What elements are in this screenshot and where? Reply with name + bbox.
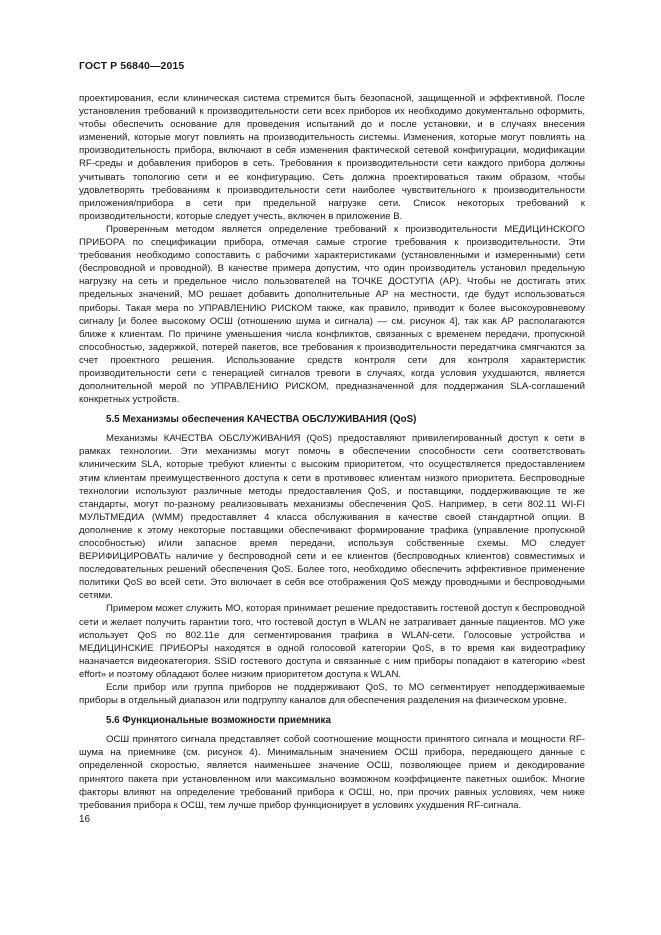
paragraph: проектирования, если клиническая система стремится быть безопасной, защищенной и эффективной. После установления требований к производительности сети всех приборов их необходимо документально оформить, чтобы обеспечить основание для проведения испытаний до и после установки, и в случаях внесения изменений, которые могут повлиять на производительность системы. Изменения, которые могут повлиять на производительность прибора, включают в себя изменения фактической сетевой конфигурации, модификации RF-среды и добавления приборов в сеть. Требования к производительности сети каждого прибора должны учитывать топологию сети и ее конфигурацию. Сеть должна проектироваться таким образом, чтобы удовлетворять требованиям к производительности сети наиболее чувствительного к производительности приложения/прибора в сети при предельной нагрузке сети. Список некоторых требований к производительности, которые следует учесть, включен в приложение В. [79,93,585,222]
paragraph: Если прибор или группа приборов не поддерживают QoS, то МО сегментирует неподдерживаемые приборы в отдельный диапазон или подгруппу каналов для обеспечения разделения на физическом уровне. [79,682,585,707]
paragraph: Проверенным методом является определение требований к производительности МЕДИЦИНСКОГО ПРИБОРА по спецификации прибора, отмечая самые строгие требования к производительности. Эти требования необходимо сопоставить с рабочими характеристиками (установленными и измеренными) сети (беспроводной и проводной). В качестве примера допустим, что один производитель установил предельную нагрузку на сеть и предельное число пользователей на ТОЧКЕ ДОСТУПА (АР). Чтобы не достигать этих предельных значений, МО решает добавить дополнительные АР на местности, где будут использоваться приборы. Такая мера по УПРАВЛЕНИЮ РИСКОМ также, как правило, приводит к более высокоуровневому сигналу [и более высокому ОСШ (отношению шума и сигнала) — см. рисунок 4], так как АР располагаются ближе к клиентам. По причине уменьшения числа конфликтов, связанных с временем передачи, пропускной способностью, задержкой, потерей пакетов, все требования к производительности передатчика смягчаются за счет проектного решения. Использование средств контроля сети для контроля характеристик производительности сети с генерацией сигналов тревоги в случаях, когда условия ухудшаются, является дополнительной мерой по УПРАВЛЕНИЮ РИСКОМ, предназначенной для поддержания SLA-соглашений конкретных устройств. [79,223,585,406]
paragraph: Механизмы КАЧЕСТВА ОБСЛУЖИВАНИЯ (QoS) предоставляют привилегированный доступ к сети в рамках технологии. Эти механизмы могут помочь в обеспечении способности сети соответствовать клиническим SLA, которые требуют клиенты с высоким приоритетом, что осуществляется предоставлением этим клиентам преимущественного доступа к сети в противовес клиентам низкого приоритета. Беспроводные технологии используют различные методы предоставления QoS, и поставщики, поддерживающие те же стандарты, могут по-разному реализовывать механизмы обеспечения QoS. Например, в сети 802.11 WI-FI МУЛЬТМЕДИА (WMM) предоставляет 4 класса обслуживания в качестве своей стандартной опции. В дополнение к этому некоторые поставщики обеспечивают формирование трафика (управление пропускной способностью) и/или запасное время передачи, используя собственные схемы. МО следует ВЕРИФИЦИРОВАТЬ наличие у беспроводной сети и ее клиентов (беспроводных клиентов) совместимых и последовательных решений обеспечения QoS. Более того, необходимо обеспечить эффективное применение политики QoS во всей сети. Это включает в себя все отображения QoS между проводными и беспроводными сетями. [79,433,585,602]
page-number: 16 [79,814,91,825]
section-heading-5-5: 5.5 Механизмы обеспечения КАЧЕСТВА ОБСЛУЖИВАНИЯ (QoS) [106,414,417,426]
document-body [79,92,585,812]
document-header: ГОСТ Р 56840—2015 [79,60,185,72]
paragraph: ОСШ принятого сигнала представляет собой соотношение мощности принятого сигнала и мощности RF-шума на приемнике (см. рисунок 4). Минимальным значением ОСШ прибора, передающего данные с определенной скоростью, является наименьшее значение ОСШ, позволяющее прием и декодирование принятого пакета при установленном или максимально возможном коэффициенте пакетных ошибок. Многие факторы влияют на определение требований прибора к ОСШ, но, при прочих равных условиях, чем ниже требования прибора к ОСШ, тем лучше прибор функционирует в условиях ухудшения RF-сигнала. [79,734,585,811]
section-heading-5-6: 5.6 Функциональные возможности приемника [106,715,331,727]
paragraph: Примером может служить МО, которая принимает решение предоставить гостевой доступ к беспроводной сети и желает получить гарантии того, что гостевой доступ в WLAN не затрагивает данные пациентов. МО уже использует QoS по 802.11е для сегментирования трафика в WLAN-сети. Голосовые устройства и МЕДИЦИНСКИЕ ПРИБОРЫ находятся в одной голосовой категории QoS, в то время как видеотрафику назначается видеокатегория. SSID гостевого доступа и связанные с ним приборы попадают в категорию «best effort» и поэтому обладают более низким приоритетом доступа к WLAN. [79,603,585,680]
